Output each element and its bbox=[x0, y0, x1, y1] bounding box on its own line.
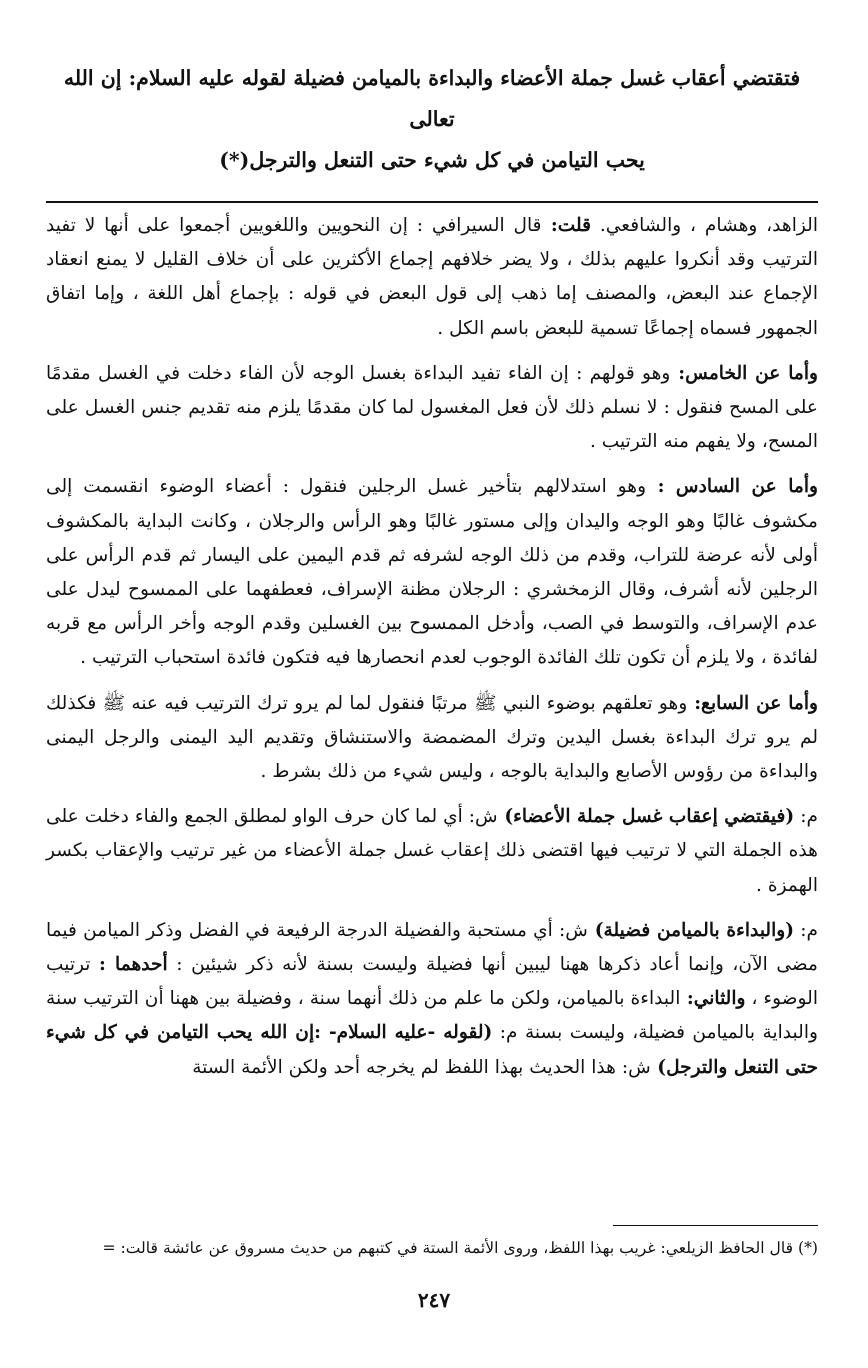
paragraph bbox=[46, 914, 818, 1085]
matn-quote: (لقوله -عليه السلام- :إن الله يحب التيامن في كل شيء حتى التنعل والترجل) bbox=[46, 1022, 818, 1078]
matn-quote: (والبداءة بالميامن فضيلة) bbox=[587, 919, 795, 941]
heading-line-1: فتقتضي أعقاب غسل جملة الأعضاء والبداءة بالميامن فضيلة لقوله عليه السلام: إن الله تعالى bbox=[63, 66, 801, 131]
heading-divider bbox=[46, 201, 818, 203]
text-segment: م: bbox=[794, 806, 818, 828]
paragraph bbox=[46, 470, 818, 675]
text-segment: وهو استدلالهم بتأخير غسل الرجلين فنقول : أعضاء الوضوء انقسمت إلى مكشوف غالبًا وهو الوجه واليدان وإلى مستور غالبًا وهو الرأس والرجلان ، وكانت البداية بالمكشوف أولى لأنه عرضة للتراب، وقدم من ذلك الوجه لشرفه ثم قدم اليمين على اليسار ثم قدم الرأس على الرجلين لأنه أشرف، وقال الزمخشري : الرجلان مظنة الإسراف، فعطفهما على الممسوح ليدل على عدم الإسراف، والتوسط في الصب، وأدخل الممسوح بين الغسلين وقدم الوجه وأخر الرأس مع قربه لفائدة ، ولا يلزم أن تكون تلك الفائدة الوجوب لعدم انحصارها فيه فتكون فائدة استحباب الترتيب . bbox=[46, 476, 818, 669]
bold-term: قلت: bbox=[541, 215, 592, 236]
paragraph-text bbox=[46, 687, 818, 790]
footnote: (*) قال الحافظ الزيلعي: غريب بهذا اللفظ، وروى الأئمة الستة في كتبهم من حديث مسروق عن عائشة قالت: = bbox=[102, 1239, 818, 1257]
page-number: ٢٤٧ bbox=[417, 1288, 451, 1312]
bold-term: والثاني: bbox=[680, 988, 746, 1010]
text-segment: ش: أي مستحبة والفضيلة الدرجة الرفيعة في الفضل وذكر الميامن فيما مضى الآن، وإنما أعاد ذكرها ههنا ليبين أنها فضيلة وليست بسنة لأنه ذكر شيئين : bbox=[46, 919, 818, 976]
paragraph-text bbox=[46, 914, 818, 1085]
bold-term: وأما عن الخامس: bbox=[670, 362, 819, 384]
text-segment: ش: هذا الحديث بهذا اللفظ لم يخرجه أحد ولكن الأئمة الستة bbox=[192, 1056, 651, 1078]
paragraph bbox=[46, 209, 818, 346]
text-segment: م: bbox=[794, 919, 819, 941]
paragraph-text bbox=[46, 357, 818, 460]
text-segment: ترتيب الوضوء ، bbox=[46, 954, 818, 1010]
bold-term: أحدهما : bbox=[99, 954, 168, 976]
bold-term: وأما عن السادس : bbox=[646, 476, 818, 498]
matn-quote: (فيقتضي إعقاب غسل جملة الأعضاء) bbox=[497, 806, 795, 828]
text-segment: البداءة بالميامن، ولكن ما علم من ذلك أنهما سنة ، وفضيلة بين ههنا أن الترتيب سنة والبداية بالميامن فضيلة، وليست بسنة م: bbox=[46, 988, 818, 1044]
paragraph-text bbox=[46, 209, 818, 346]
text-segment: قال السيرافي : bbox=[407, 215, 542, 236]
commentary-body bbox=[46, 209, 818, 1085]
bold-text: إن النحويين واللغويين أجمعوا على أنها لا تفيد الترتيب وقد أنكروا عليهم بذلك ، ولا يضر خلافهم إجماع الأكثرين على أن خلاف القليل لا يمنع انعقاد الإجماع عند البعض، والمصنف إما ذهب إلى قول البعض في قوله : بإجماع أهل اللغة ، وإما اتفاق الجمهور فسماه إجماعًا تسمية للبعض باسم الكل . bbox=[46, 215, 818, 339]
text-segment: ش: bbox=[462, 806, 498, 828]
bold-text: أي لما كان حرف الواو لمطلق الجمع والفاء دخلت على هذه الجملة التي لا ترتيب فيها اقتضى ذلك إعقاب غسل جملة الأعضاء من غير ترتيب والإعقاب بكسر الهمزة . bbox=[46, 806, 818, 896]
text-segment: الزاهد، وهشام ، والشافعي. bbox=[591, 215, 818, 236]
paragraph-text bbox=[46, 800, 818, 903]
paragraph-text bbox=[46, 470, 818, 675]
paragraph bbox=[46, 357, 818, 460]
text-segment: وهو قولهم : إن الفاء تفيد البداءة بغسل الوجه لأن الفاء دخلت في الغسل مقدمًا على المسح فنقول : لا نسلم ذلك لأن فعل المغسول لما كان مقدمًا يلزم منه تقديم جنس الغسل على المسح، ولا يفهم منه الترتيب . bbox=[46, 362, 818, 453]
section-heading bbox=[46, 58, 818, 181]
paragraph bbox=[46, 800, 818, 903]
heading-line-2: يحب التيامن في كل شيء حتى التنعل والترجل(*) bbox=[219, 148, 645, 172]
paragraph bbox=[46, 687, 818, 790]
footnote-divider bbox=[613, 1225, 818, 1226]
bold-term: وأما عن السابع: bbox=[687, 692, 818, 714]
text-segment: وهو تعلقهم بوضوء النبي ﷺ مرتبًا فنقول لما لم يرو ترك الترتيب فيه عنه ﷺ فكذلك لم يرو ترك البداءة بغسل اليدين وترك المضمضة والاستنشاق وتقديم اليد اليمنى والرجل اليمنى والبداءة من رؤوس الأصابع والبداية بالوجه ، وليس شيء من ذلك بشرط . bbox=[46, 692, 818, 783]
